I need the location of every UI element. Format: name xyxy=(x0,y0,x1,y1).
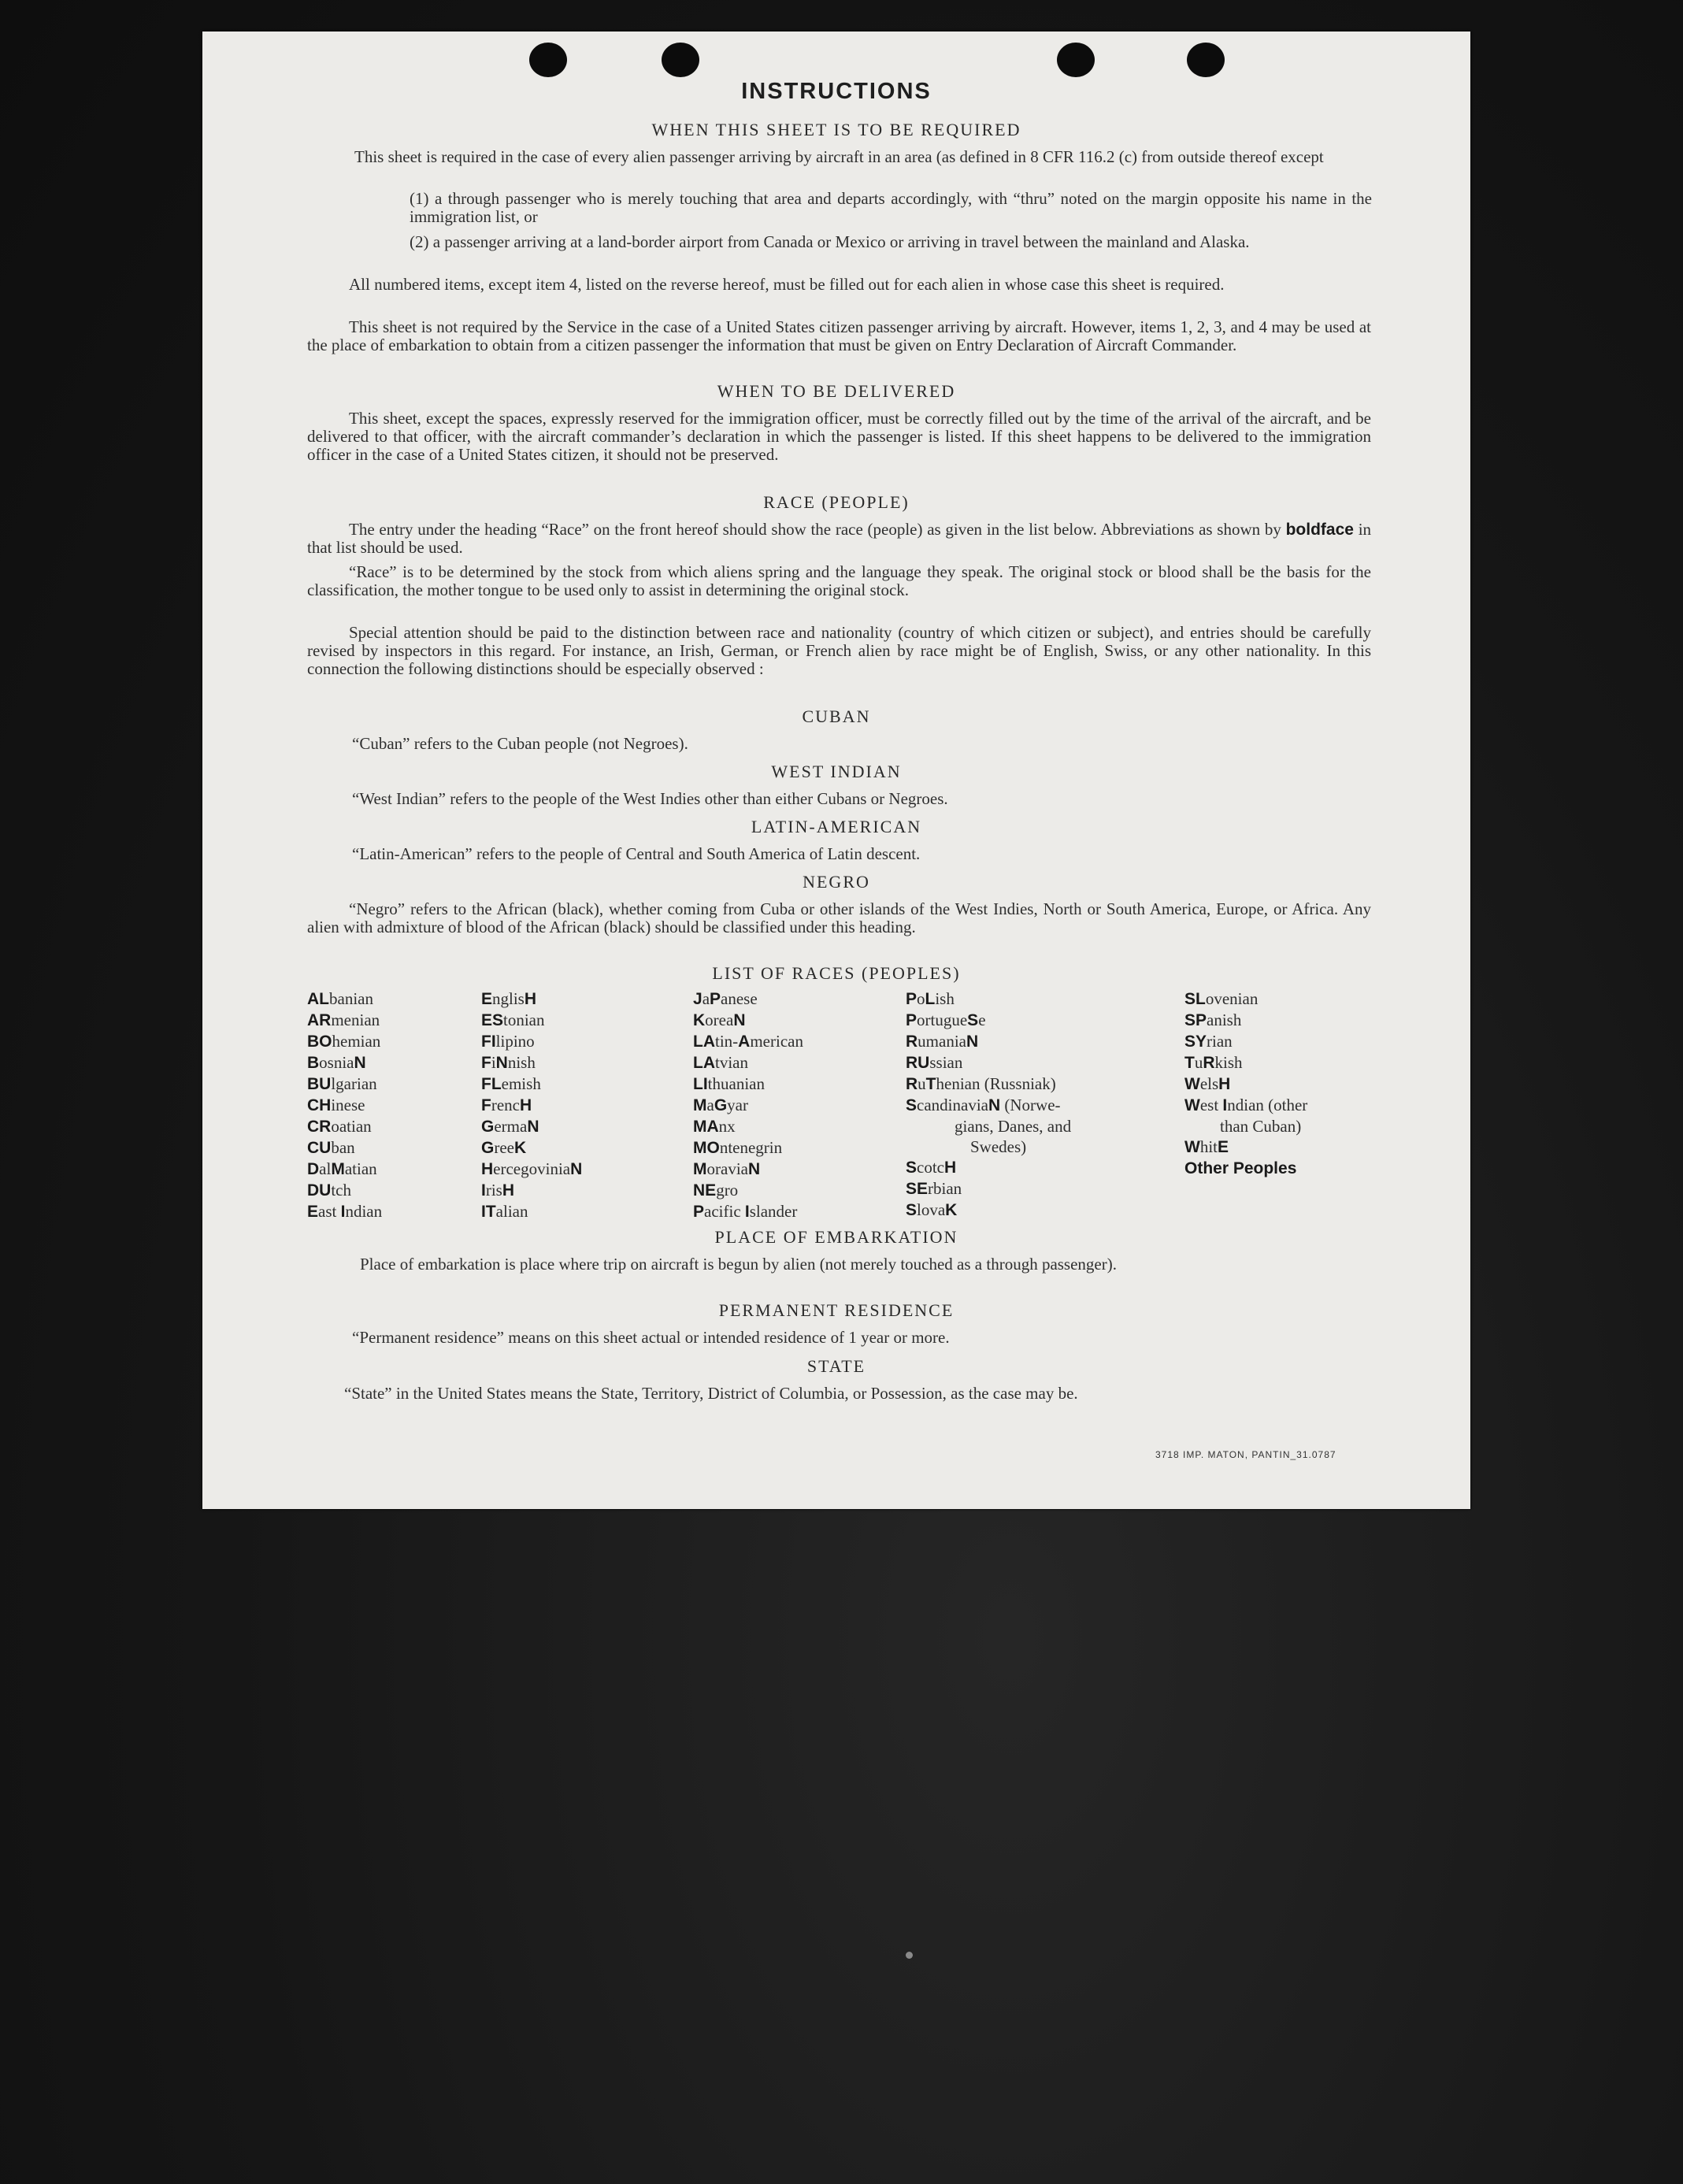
paragraph: This sheet is not required by the Service in the case of a United States citizen passenger arriving by aircraft. However, items 1, 2, 3, and 4 may be used at the place of embarkation to obtain from a citizen passenger the information that must be given on Entry Declaration of Aircraft Commander. xyxy=(307,317,1371,354)
race-entry: East Indian xyxy=(307,1202,383,1221)
heading-west-indian: WEST INDIAN xyxy=(771,762,902,781)
race-entry: LAtin-American xyxy=(693,1032,803,1051)
punch-hole xyxy=(529,43,567,77)
paragraph: “Race” is to be determined by the stock from which aliens spring and the language they speak. The original stock or blood shall be the basis for the classification, the mother tongue to be used only to assist in determining the original stock. xyxy=(307,562,1371,599)
race-column xyxy=(906,988,1142,1221)
printer-code: 3718 IMP. MATON, PANTIN_31.0787 xyxy=(1155,1449,1336,1460)
race-entry: KoreaN xyxy=(693,1010,746,1029)
paragraph: “West Indian” refers to the people of the West Indies other than either Cubans or Negroes. xyxy=(352,789,948,808)
list-item: (1) a through passenger who is merely touching that area and departs accordingly, with “thru” noted on the margin opposite his name in the immigration list, or xyxy=(410,189,1372,226)
race-entry: RuThenian (Russniak) xyxy=(906,1074,1056,1093)
race-entry: CRoatian xyxy=(307,1117,372,1136)
heading-when-delivered: WHEN TO BE DELIVERED xyxy=(717,381,956,401)
race-entry: GreeK xyxy=(481,1138,527,1157)
paragraph: “Latin-American” refers to the people of Central and South America of Latin descent. xyxy=(352,844,921,863)
paragraph: “Cuban” refers to the Cuban people (not Negroes). xyxy=(352,734,688,753)
heading-list-of-races: LIST OF RACES (PEOPLES) xyxy=(712,963,961,983)
paragraph: Place of embarkation is place where trip on aircraft is begun by alien (not merely touched as a through passenger). xyxy=(360,1255,1117,1274)
heading-negro: NEGRO xyxy=(803,872,870,892)
race-entry: West Indian (other xyxy=(1184,1096,1308,1114)
race-entry: FrencH xyxy=(481,1096,532,1114)
race-entry: SErbian xyxy=(906,1179,962,1198)
race-entry: IrisH xyxy=(481,1181,515,1200)
race-entry: PortugueSe xyxy=(906,1010,986,1029)
race-entry: ARmenian xyxy=(307,1010,380,1029)
race-entry: PoLish xyxy=(906,989,955,1008)
race-entry: WelsH xyxy=(1184,1074,1231,1093)
race-entry: than Cuban) xyxy=(1220,1117,1302,1136)
text: in that list should be used. xyxy=(307,520,1372,557)
punch-hole xyxy=(1057,43,1095,77)
race-entry: RumaniaN xyxy=(906,1032,979,1051)
race-entry: FLemish xyxy=(481,1074,541,1093)
race-entry: ALbanian xyxy=(307,989,373,1008)
list-item: (2) a passenger arriving at a land-border airport from Canada or Mexico or arriving in travel between the mainland and Alaska. xyxy=(410,232,1250,251)
race-entry: gians, Danes, and xyxy=(955,1117,1072,1136)
heading-latin-american: LATIN-AMERICAN xyxy=(751,817,922,836)
race-entry: CHinese xyxy=(307,1096,365,1114)
race-entry: EStonian xyxy=(481,1010,545,1029)
heading-when-required: WHEN THIS SHEET IS TO BE REQUIRED xyxy=(651,120,1021,139)
race-entry: SLovenian xyxy=(1184,989,1259,1008)
race-entry: GermaN xyxy=(481,1117,539,1136)
race-entry: LIthuanian xyxy=(693,1074,765,1093)
race-entry: ScotcH xyxy=(906,1158,957,1177)
race-entry: CUban xyxy=(307,1138,355,1157)
race-column xyxy=(307,988,504,1222)
race-entry: TuRkish xyxy=(1184,1053,1243,1072)
race-entry: MoraviaN xyxy=(693,1159,761,1178)
race-entry: BUlgarian xyxy=(307,1074,377,1093)
race-column xyxy=(1184,988,1381,1179)
race-entry: ITalian xyxy=(481,1202,528,1221)
heading-state: STATE xyxy=(806,1356,866,1376)
heading-permanent-residence: PERMANENT RESIDENCE xyxy=(718,1300,955,1320)
race-entry: ScandinaviaN (Norwe- xyxy=(906,1096,1061,1114)
race-entry: MOntenegrin xyxy=(693,1138,783,1157)
race-entry: SPanish xyxy=(1184,1010,1242,1029)
race-entry: SlovaK xyxy=(906,1200,958,1219)
race-entry: EnglisH xyxy=(481,989,537,1008)
dust-speck xyxy=(906,1952,913,1959)
race-entry: FIlipino xyxy=(481,1032,535,1051)
race-entry: MaGyar xyxy=(693,1096,748,1114)
race-entry: WhitE xyxy=(1184,1137,1229,1156)
race-entry: LAtvian xyxy=(693,1053,748,1072)
boldface-word: boldface xyxy=(1285,521,1354,539)
paragraph: Special attention should be paid to the distinction between race and nationality (country of which citizen or subject), and entries should be carefully revised by inspectors in this regard. For instance, an Irish, German, or French alien by race might be of English, Swiss, or any other nationality. In this connection the following distinctions should be especially observed : xyxy=(307,623,1371,678)
paragraph: “State” in the United States means the State, Territory, District of Columbia, or Possession, as the case may be. xyxy=(344,1384,1078,1403)
heading-embarkation: PLACE OF EMBARKATION xyxy=(714,1227,958,1247)
race-entry: MAnx xyxy=(693,1117,736,1136)
race-entry: JaPanese xyxy=(693,989,758,1008)
race-entry: FiNnish xyxy=(481,1053,536,1072)
race-column xyxy=(481,988,686,1222)
race-entry: RUssian xyxy=(906,1053,963,1072)
race-entry: Pacific Islander xyxy=(693,1202,798,1221)
race-entry: SYrian xyxy=(1184,1032,1233,1051)
page-title: INSTRUCTIONS xyxy=(741,79,932,104)
heading-cuban: CUBAN xyxy=(802,706,871,726)
race-entry: DUtch xyxy=(307,1181,351,1200)
paragraph: All numbered items, except item 4, listed on the reverse hereof, must be filled out for each alien in whose case this sheet is required. xyxy=(349,275,1225,294)
paragraph: This sheet is required in the case of every alien passenger arriving by aircraft in an area (as defined in 8 CFR 116.2 (c) from outside thereof except xyxy=(354,147,1324,166)
paragraph xyxy=(307,521,1371,557)
race-entry: Swedes) xyxy=(970,1137,1027,1156)
race-entry: DalMatian xyxy=(307,1159,377,1178)
race-column xyxy=(693,988,898,1222)
race-entry: Other Peoples xyxy=(1184,1159,1297,1177)
race-entry: BOhemian xyxy=(307,1032,381,1051)
paragraph: “Permanent residence” means on this sheet actual or intended residence of 1 year or more. xyxy=(352,1328,950,1347)
instruction-sheet xyxy=(202,32,1470,1509)
race-entry: NEgro xyxy=(693,1181,739,1200)
race-entry: HercegoviniaN xyxy=(481,1159,583,1178)
paragraph: This sheet, except the spaces, expressly reserved for the immigration officer, must be correctly filled out by the time of the arrival of the aircraft, and be delivered to that officer, with the aircraft commander’s declaration in which the passenger is listed. If this sheet happens to be delivered to the immigration officer in the case of a United States citizen, it should not be preserved. xyxy=(307,409,1371,464)
heading-race: RACE (PEOPLE) xyxy=(763,492,910,512)
paragraph: “Negro” refers to the African (black), whether coming from Cuba or other islands of the West Indies, North or South America, Europe, or Africa. Any alien with admixture of blood of the African (black) should be classified under this heading. xyxy=(307,899,1371,936)
punch-hole xyxy=(1187,43,1225,77)
race-entry: BosniaN xyxy=(307,1053,366,1072)
text: The entry under the heading “Race” on the front hereof should show the race (people) as given in the list below. Abbreviations as shown by xyxy=(349,520,1281,539)
punch-hole xyxy=(662,43,699,77)
